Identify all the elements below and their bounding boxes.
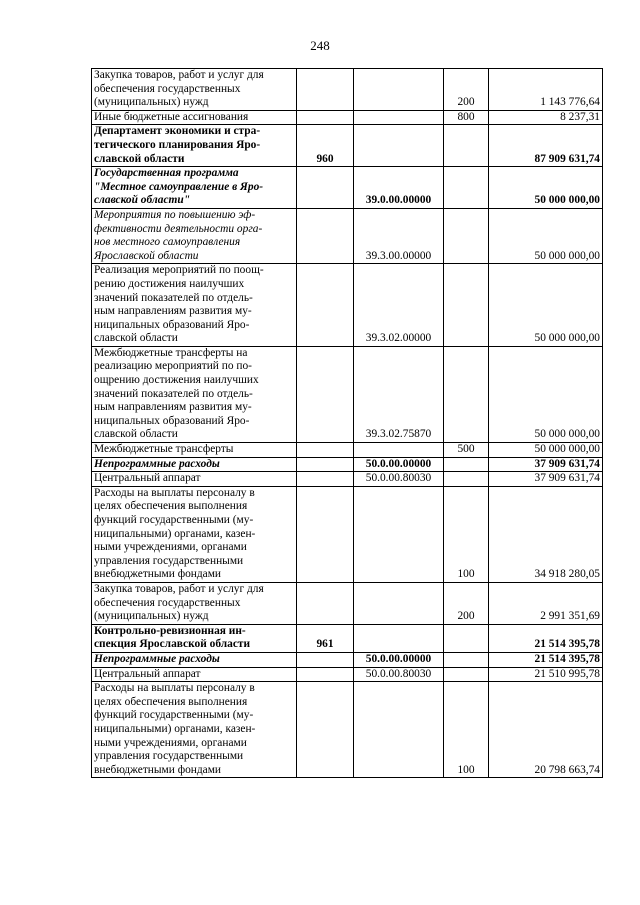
- row-ministry-code-cell: [297, 582, 354, 624]
- row-name-cell: Центральный аппарат: [92, 667, 297, 682]
- row-target-article-cell: [354, 582, 444, 624]
- row-amount-cell: 37 909 631,74: [489, 472, 603, 487]
- row-target-article-cell: 39.3.00.00000: [354, 208, 444, 263]
- row-amount-cell: 20 798 663,74: [489, 682, 603, 778]
- row-expense-type-cell: 200: [444, 582, 489, 624]
- row-target-article-cell: 39.3.02.00000: [354, 264, 444, 347]
- row-target-article-cell: [354, 624, 444, 652]
- row-ministry-code-cell: [297, 346, 354, 442]
- row-expense-type-cell: [444, 264, 489, 347]
- row-target-article-cell: 50.0.00.00000: [354, 652, 444, 667]
- row-target-article-cell: [354, 682, 444, 778]
- row-target-article-cell: [354, 110, 444, 125]
- row-expense-type-cell: [444, 667, 489, 682]
- row-ministry-code-cell: [297, 472, 354, 487]
- row-ministry-code-cell: [297, 667, 354, 682]
- row-name-cell: Реализация мероприятий по поощ- рению достижения наилучших значений показателей по отдель- ным направлениям развития му- ниципальных образований Яро- славской области: [92, 264, 297, 347]
- page-number: 248: [310, 38, 330, 53]
- row-amount-cell: 50 000 000,00: [489, 208, 603, 263]
- row-expense-type-cell: [444, 346, 489, 442]
- row-ministry-code-cell: [297, 69, 354, 111]
- budget-table-body: [92, 69, 603, 778]
- row-amount-cell: 21 514 395,78: [489, 624, 603, 652]
- row-name-cell: Расходы на выплаты персоналу в целях обеспечения выполнения функций государственными (му- ниципальными) органами, казен- ными учреждениями, органами управления государственными внебюджетными фондами: [92, 682, 297, 778]
- row-name-cell: Межбюджетные трансферты на реализацию мероприятий по по- ощрению достижения наилучших значений показателей по отдель- ным направлениям развития му- ниципальных образований Яро- славской области: [92, 346, 297, 442]
- row-expense-type-cell: [444, 167, 489, 209]
- table-row: [92, 125, 603, 167]
- table-row: [92, 582, 603, 624]
- table-row: [92, 69, 603, 111]
- row-target-article-cell: 50.0.00.80030: [354, 472, 444, 487]
- table-row: [92, 624, 603, 652]
- row-ministry-code-cell: [297, 457, 354, 472]
- row-amount-cell: 1 143 776,64: [489, 69, 603, 111]
- row-target-article-cell: [354, 125, 444, 167]
- table-row: [92, 264, 603, 347]
- row-name-cell: Закупка товаров, работ и услуг для обеспечения государственных (муниципальных) нужд: [92, 582, 297, 624]
- row-amount-cell: 2 991 351,69: [489, 582, 603, 624]
- row-expense-type-cell: 200: [444, 69, 489, 111]
- row-expense-type-cell: 100: [444, 682, 489, 778]
- row-expense-type-cell: 100: [444, 486, 489, 582]
- row-name-cell: Расходы на выплаты персоналу в целях обеспечения выполнения функций государственными (му- ниципальными) органами, казен- ными учреждениями, органами управления государственными внебюджетными фондами: [92, 486, 297, 582]
- row-name-cell: Закупка товаров, работ и услуг для обеспечения государственных (муниципальных) нужд: [92, 69, 297, 111]
- table-row: [92, 167, 603, 209]
- row-amount-cell: 21 514 395,78: [489, 652, 603, 667]
- row-ministry-code-cell: [297, 110, 354, 125]
- row-target-article-cell: 50.0.00.00000: [354, 457, 444, 472]
- row-expense-type-cell: [444, 652, 489, 667]
- table-row: [92, 472, 603, 487]
- row-amount-cell: 50 000 000,00: [489, 443, 603, 458]
- table-row: [92, 682, 603, 778]
- row-ministry-code-cell: [297, 264, 354, 347]
- table-row: [92, 667, 603, 682]
- row-expense-type-cell: [444, 624, 489, 652]
- row-ministry-code-cell: [297, 652, 354, 667]
- row-expense-type-cell: [444, 472, 489, 487]
- row-target-article-cell: 39.0.00.00000: [354, 167, 444, 209]
- row-target-article-cell: 50.0.00.80030: [354, 667, 444, 682]
- row-expense-type-cell: 500: [444, 443, 489, 458]
- row-name-cell: Непрограммные расходы: [92, 457, 297, 472]
- row-ministry-code-cell: [297, 443, 354, 458]
- row-expense-type-cell: [444, 125, 489, 167]
- row-amount-cell: 8 237,31: [489, 110, 603, 125]
- row-expense-type-cell: [444, 457, 489, 472]
- table-row: [92, 346, 603, 442]
- row-expense-type-cell: 800: [444, 110, 489, 125]
- row-amount-cell: 50 000 000,00: [489, 346, 603, 442]
- row-amount-cell: 87 909 631,74: [489, 125, 603, 167]
- row-name-cell: Государственная программа "Местное самоуправление в Яро- славской области": [92, 167, 297, 209]
- row-name-cell: Контрольно-ревизионная ин- спекция Ярославской области: [92, 624, 297, 652]
- row-ministry-code-cell: 960: [297, 125, 354, 167]
- row-ministry-code-cell: [297, 486, 354, 582]
- table-row: [92, 652, 603, 667]
- row-name-cell: Мероприятия по повышению эф- фективности деятельности орга- нов местного самоуправления Ярославской области: [92, 208, 297, 263]
- row-amount-cell: 50 000 000,00: [489, 167, 603, 209]
- row-target-article-cell: [354, 486, 444, 582]
- table-row: [92, 443, 603, 458]
- row-name-cell: Иные бюджетные ассигнования: [92, 110, 297, 125]
- row-target-article-cell: [354, 443, 444, 458]
- row-amount-cell: 21 510 995,78: [489, 667, 603, 682]
- row-name-cell: Департамент экономики и стра- тегического планирования Яро- славской области: [92, 125, 297, 167]
- table-row: [92, 208, 603, 263]
- row-amount-cell: 34 918 280,05: [489, 486, 603, 582]
- table-row: [92, 457, 603, 472]
- row-amount-cell: 50 000 000,00: [489, 264, 603, 347]
- row-ministry-code-cell: [297, 167, 354, 209]
- row-name-cell: Центральный аппарат: [92, 472, 297, 487]
- row-target-article-cell: [354, 69, 444, 111]
- budget-table: [91, 68, 603, 778]
- table-row: [92, 110, 603, 125]
- row-expense-type-cell: [444, 208, 489, 263]
- row-ministry-code-cell: [297, 682, 354, 778]
- table-row: [92, 486, 603, 582]
- row-ministry-code-cell: 961: [297, 624, 354, 652]
- row-name-cell: Непрограммные расходы: [92, 652, 297, 667]
- row-target-article-cell: 39.3.02.75870: [354, 346, 444, 442]
- row-name-cell: Межбюджетные трансферты: [92, 443, 297, 458]
- row-amount-cell: 37 909 631,74: [489, 457, 603, 472]
- row-ministry-code-cell: [297, 208, 354, 263]
